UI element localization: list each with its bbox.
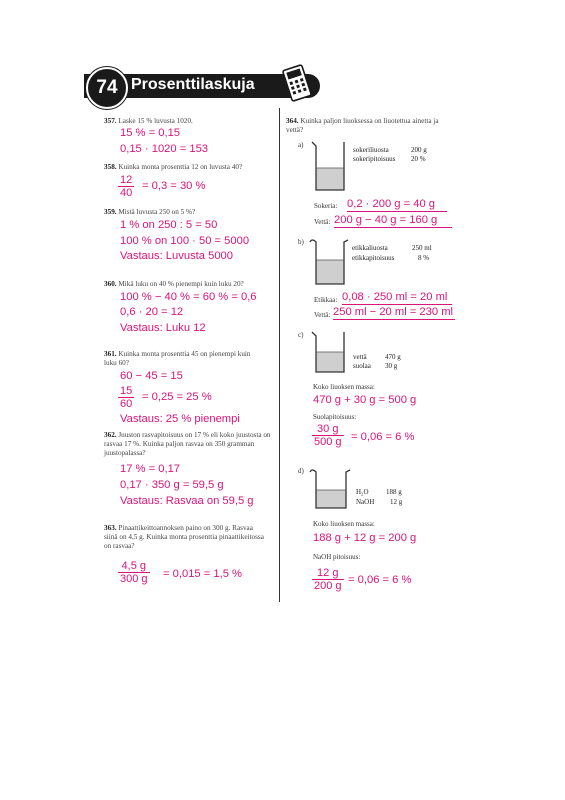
column-divider	[279, 108, 280, 602]
part-a-given-1: sokeriliuosta 200 g	[353, 146, 427, 154]
answer-358-fraction: $\frac{12}{40}$	[120, 174, 133, 199]
part-b-label: b)	[298, 238, 304, 246]
page-number-badge: 74	[86, 67, 128, 109]
answer-358-result: = 0,3 = 30 %	[142, 180, 206, 192]
beaker-a-icon	[310, 138, 350, 194]
answer-363-fraction: $\frac{4,5 g}{300 g}$	[120, 560, 148, 585]
part-c-result: = 0,06 = 6 %	[351, 431, 415, 443]
answer-359-line2: 100 % on 100 · 50 = 5000	[120, 235, 250, 247]
question-357: 357. Laske 15 % luvusta 1020.	[104, 117, 193, 125]
calculator-icon	[282, 64, 312, 102]
part-a-line2-answer: 200 g − 40 g = 160 g	[334, 214, 452, 228]
question-360: 360. Mikä luku on 40 % pienempi kuin luku 20?	[104, 280, 244, 288]
part-d-result: = 0,06 = 6 %	[348, 574, 412, 586]
beaker-c-icon	[310, 328, 350, 376]
answer-361-line1: 60 − 45 = 15	[120, 370, 183, 382]
part-b-given-1: etikkaliuosta 250 ml	[352, 244, 432, 252]
answer-357-line1: 15 % = 0,15	[120, 127, 181, 139]
part-b-given-2: etikkapitoisuus 8 %	[352, 254, 430, 262]
answer-362-result: Vastaus: Rasvaa on 59,5 g	[120, 495, 254, 507]
part-d-line1-label: Koko liuoksen massa:	[313, 520, 375, 528]
question-361: 361. Kuinka monta prosenttia 45 on pienempi kuin luku 60?	[104, 350, 251, 367]
part-a-given-2: sokeripitoisuus 20 %	[353, 155, 426, 163]
part-d-line2-label: NaOH pitoisuus:	[313, 553, 361, 561]
part-c-given-2: suolaa 30 g	[353, 362, 398, 370]
part-c-label: c)	[298, 331, 304, 339]
part-d-fraction: $\frac{12 g}{200 g}$	[314, 567, 342, 592]
part-a-label: a)	[298, 141, 304, 149]
part-d-line1-answer: 188 g + 12 g = 200 g	[313, 532, 417, 544]
part-b-line2-label: Vettä:	[314, 311, 331, 319]
part-c-given-1: vettä 470 g	[353, 353, 401, 361]
answer-361-result: = 0,25 = 25 %	[142, 391, 212, 403]
part-c-fraction: $\frac{30 g}{500 g}$	[314, 423, 342, 448]
beaker-d-icon	[308, 468, 352, 512]
answer-359-result: Vastaus: Luvusta 5000	[120, 250, 233, 262]
answer-357-line2: 0,15 · 1020 = 153	[120, 143, 209, 155]
answer-360-line1: 100 % − 40 % = 60 % = 0,6	[120, 291, 257, 303]
part-d-label: d)	[298, 467, 304, 475]
part-d-given-1: H₂O 188 g	[356, 488, 402, 496]
part-a-line1-label: Sokeria:	[314, 202, 338, 210]
part-c-line1-label: Koko liuoksen massa:	[313, 383, 375, 391]
part-d-given-2: NaOH 12 g	[356, 498, 403, 506]
question-358: 358. Kuinka monta prosenttia 12 on luvusta 40?	[104, 163, 243, 171]
answer-362-line1: 17 % = 0,17	[120, 463, 181, 475]
question-362: 362. Juuston rasvapitoisuus on 17 % eli koko juustosta on rasvaa 17 %. Kuinka paljon rasvaa on 350 gramman juustopalassa?	[104, 431, 271, 457]
part-c-line1-answer: 470 g + 30 g = 500 g	[313, 394, 417, 406]
question-364: 364. Kuinka paljon liuoksessa on liuotettua ainetta ja vettä?	[286, 117, 439, 134]
part-c-line2-label: Suolapitoisuus:	[313, 413, 357, 421]
page-title: Prosenttilaskuja	[131, 76, 255, 93]
answer-361-fraction: $\frac{15}{60}$	[120, 385, 133, 410]
part-b-line2-answer: 250 ml − 20 ml = 230 ml	[333, 306, 454, 318]
answer-361-vastaus: Vastaus: 25 % pienempi	[120, 413, 240, 425]
part-b-line1-answer: 0,08 · 250 ml = 20 ml	[342, 291, 452, 305]
answer-362-line2: 0,17 · 350 g = 59,5 g	[120, 479, 224, 491]
question-359: 359. Mistä luvusta 250 on 5 %?	[104, 208, 196, 216]
answer-360-line2: 0,6 · 20 = 12	[120, 306, 184, 318]
answer-359-line1: 1 % on 250 : 5 = 50	[120, 219, 218, 231]
answer-360-result: Vastaus: Luku 12	[120, 322, 206, 334]
part-b-line1-label: Etikkaa:	[314, 296, 338, 304]
beaker-b-icon	[308, 236, 350, 288]
part-a-line1-answer: 0,2 · 200 g = 40 g	[347, 198, 447, 212]
part-a-line2-label: Vettä:	[314, 218, 331, 226]
answer-363-result: = 0,015 = 1,5 %	[163, 568, 242, 580]
question-363: 363. Pinaattikeittoannoksen paino on 300 g. Rasvaa siinä on 4,5 g. Kuinka monta prosenttia pinaattikeitossa on rasvaa?	[104, 524, 264, 550]
